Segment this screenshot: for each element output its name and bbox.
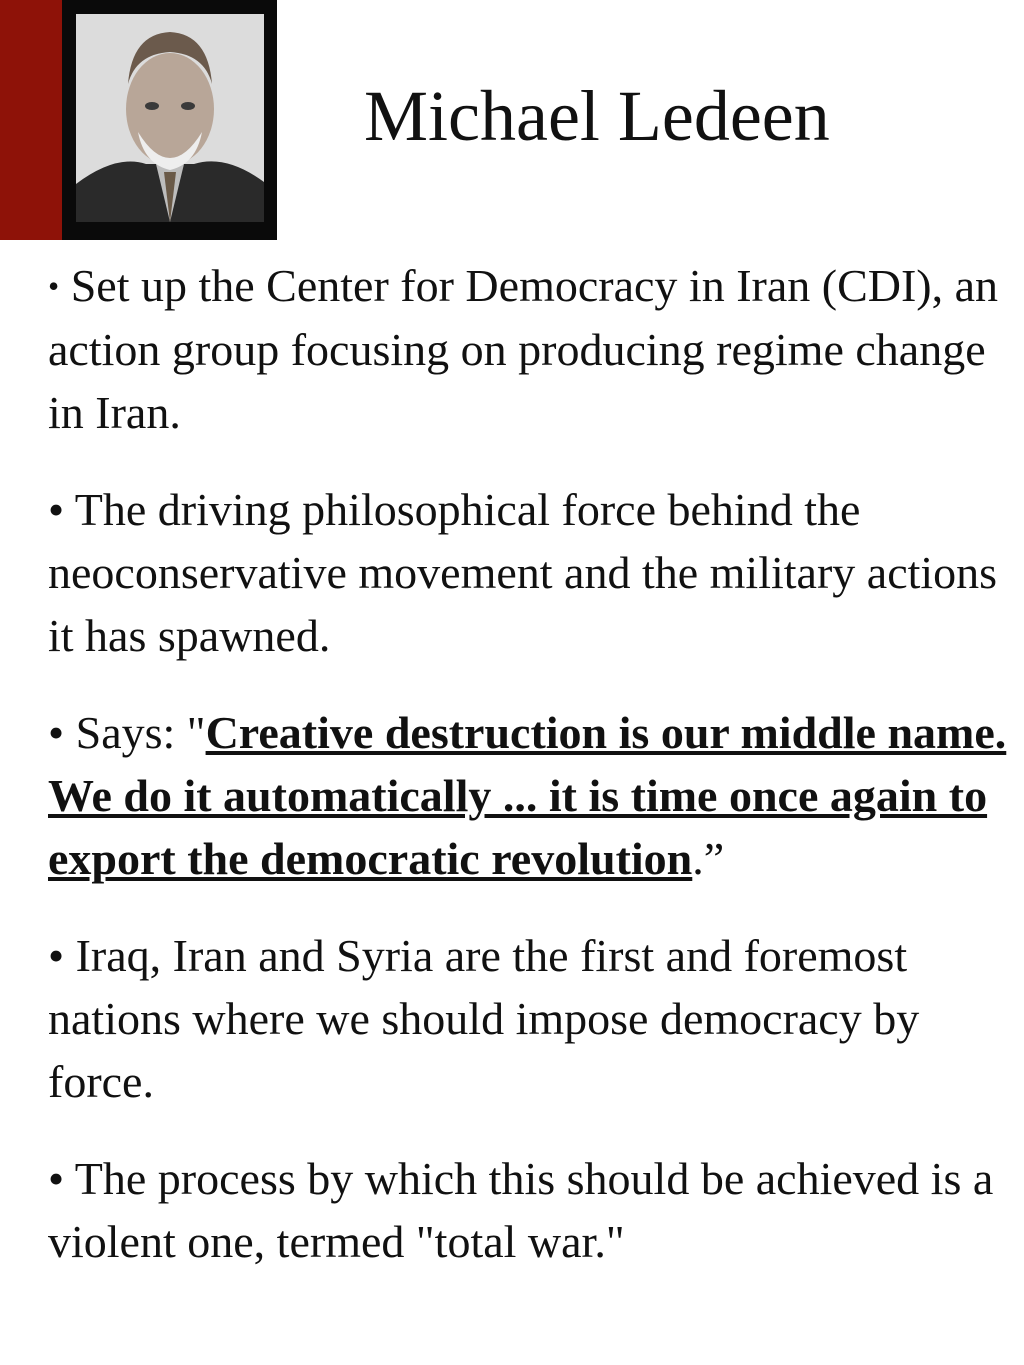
bullet-marker: • — [48, 930, 65, 981]
bullet-prefix: Says: " — [75, 707, 206, 758]
bullet-marker: • — [48, 484, 65, 535]
bullet-list — [48, 254, 1008, 1307]
bullet-item — [48, 1147, 1008, 1273]
portrait-photo — [76, 14, 264, 222]
bullet-text: Iraq, Iran and Syria are the first and foremost nations where we should impose democracy by force. — [48, 930, 920, 1107]
bullet-item — [48, 701, 1008, 890]
bullet-marker: • — [48, 707, 65, 758]
quote-suffix: .” — [692, 833, 725, 884]
quote-text: Creative destruction is our middle name. We do it automatically ... it is time once again to export the democratic revolution — [48, 707, 1007, 884]
page-title: Michael Ledeen — [364, 76, 830, 156]
bullet-marker: • — [48, 1153, 65, 1204]
red-accent-bar — [0, 0, 66, 240]
bullet-item — [48, 478, 1008, 667]
bullet-text: The process by which this should be achieved is a violent one, termed "total war." — [48, 1153, 994, 1267]
bullet-item — [48, 254, 1008, 444]
portrait-photo-icon — [76, 14, 264, 222]
bullet-text: Set up the Center for Democracy in Iran (CDI), an action group focusing on producing regime change in Iran. — [48, 260, 999, 438]
bullet-text: The driving philosophical force behind the neoconservative movement and the military actions it has spawned. — [48, 484, 998, 661]
bullet-item — [48, 924, 1008, 1113]
bullet-marker: • — [48, 268, 60, 304]
